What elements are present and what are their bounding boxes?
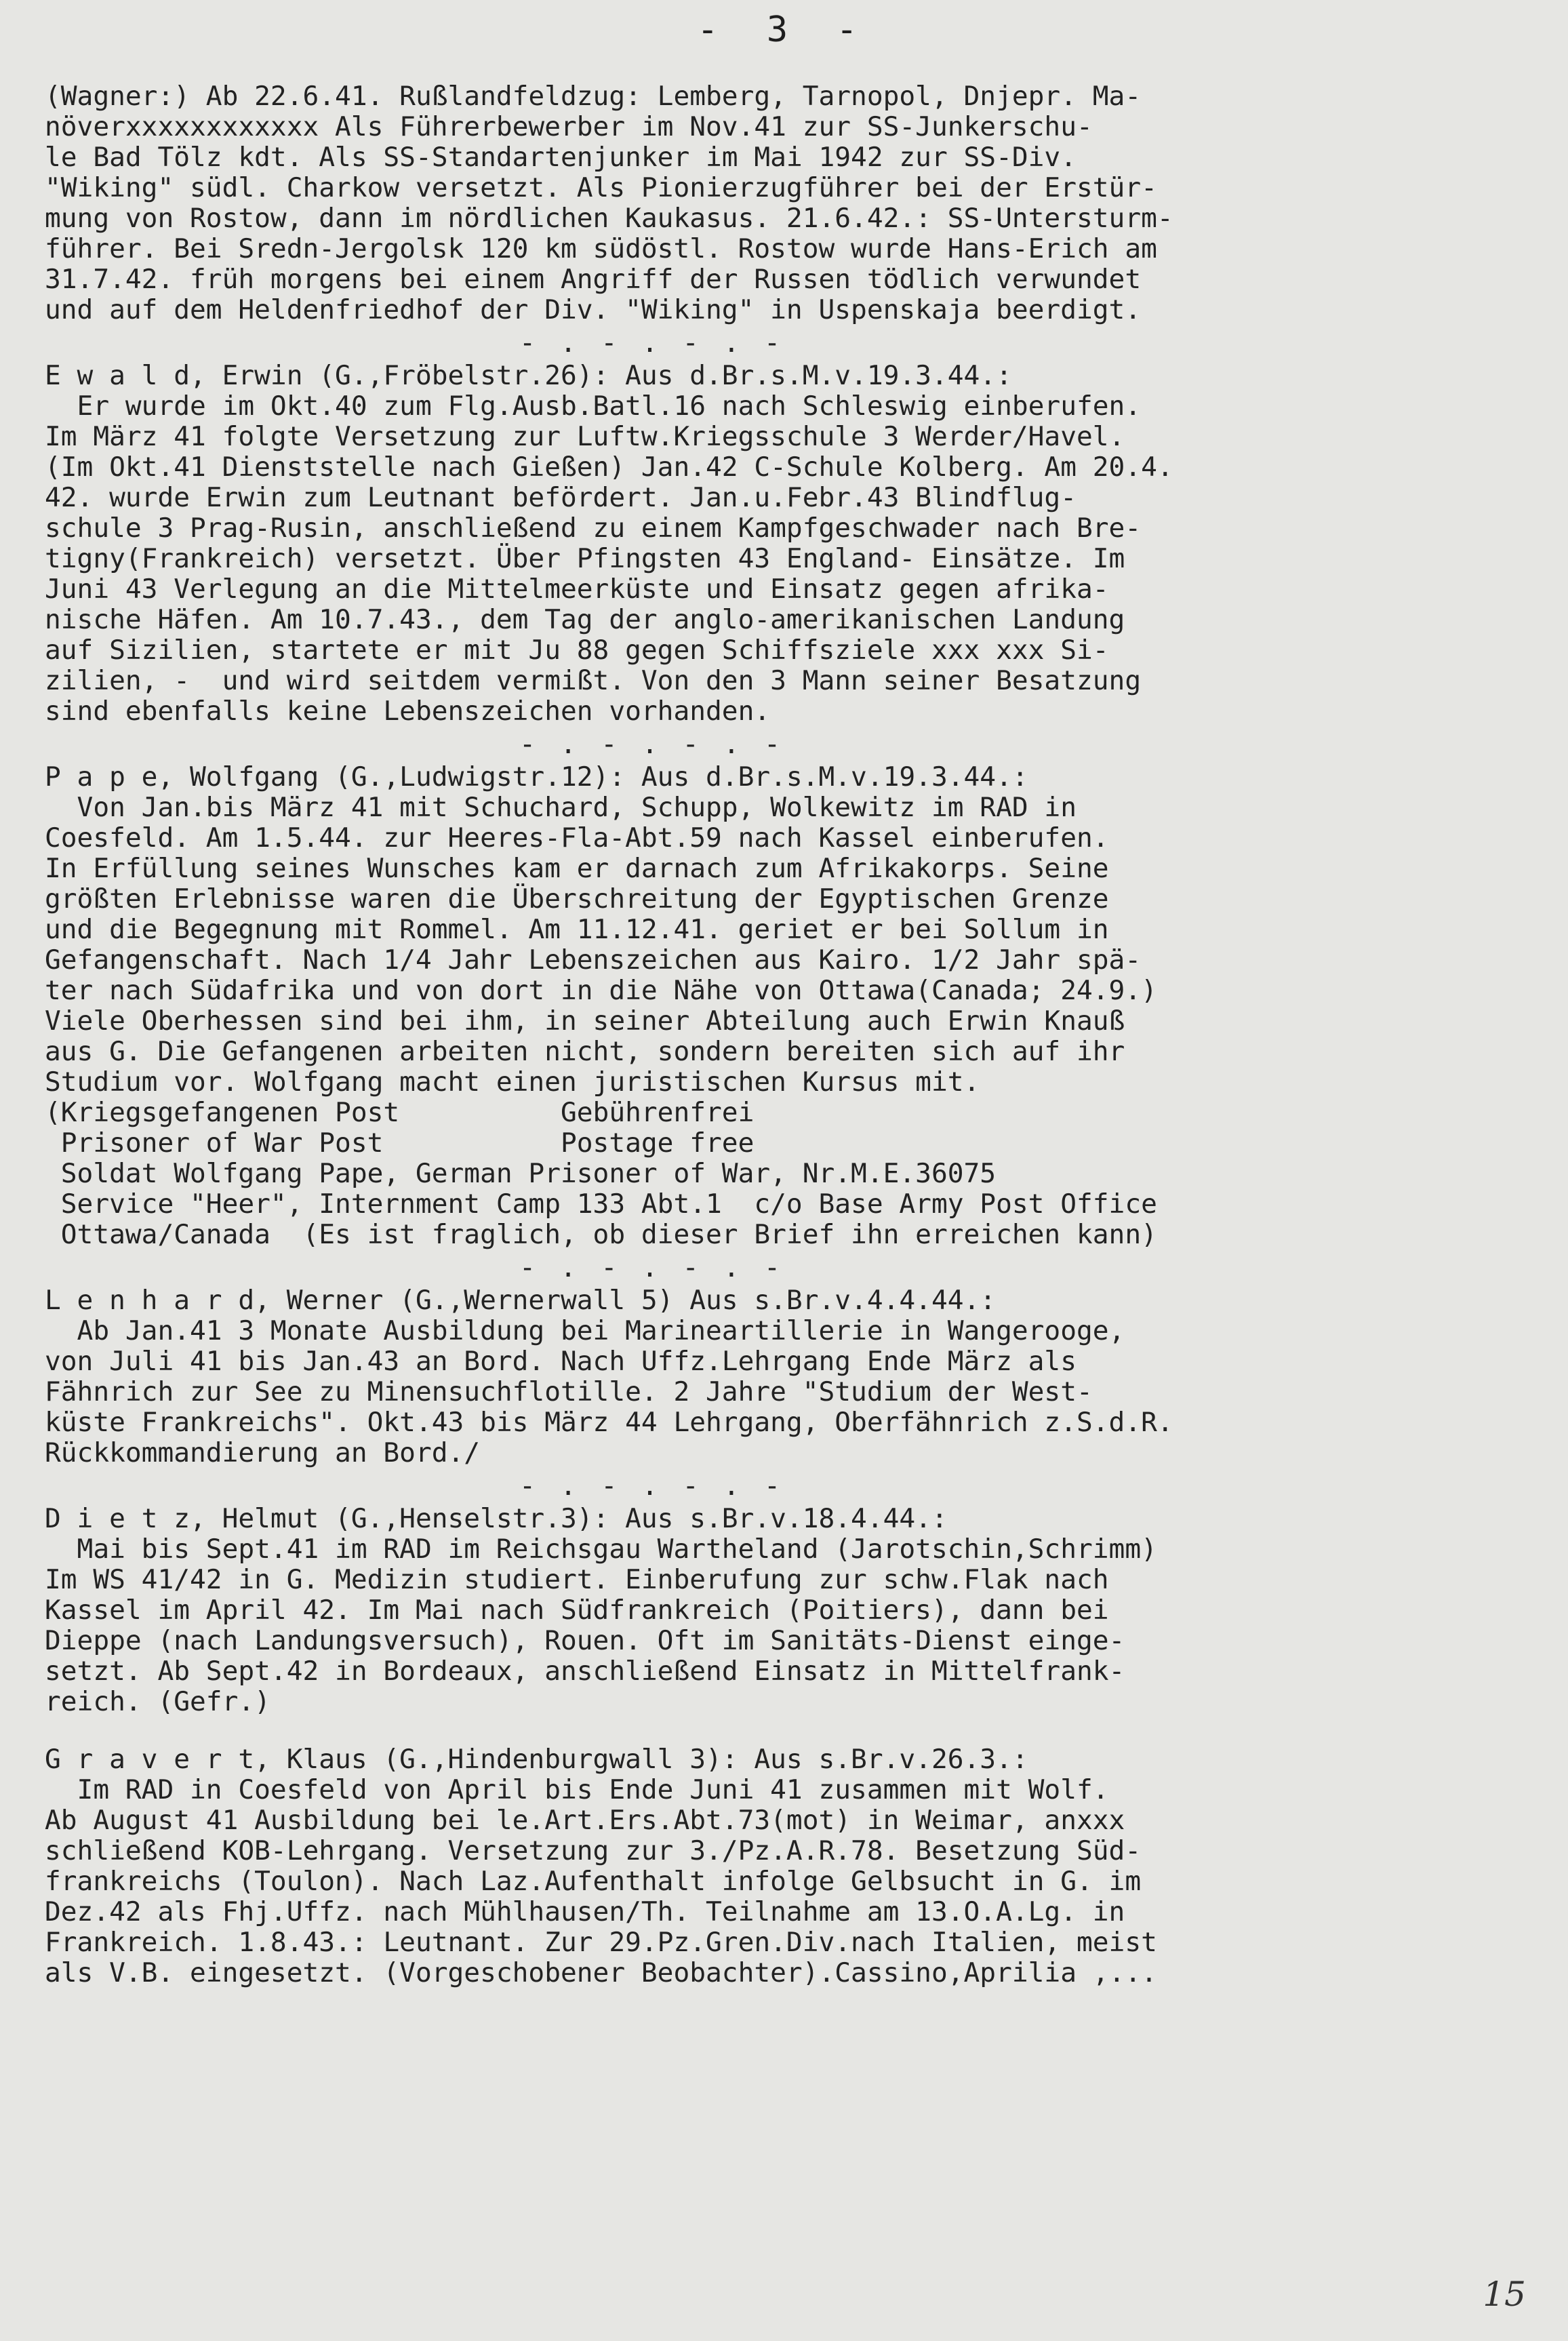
text-line: 42. wurde Erwin zum Leutnant befördert. Jan.u.Febr.43 Blindflug- [45, 482, 1077, 513]
section-separator: - . - . - . - [519, 1470, 785, 1502]
section-gap [45, 1717, 1529, 1744]
text-line: Viele Oberhessen sind bei ihm, in seiner Abteilung auch Erwin Knauß [45, 1005, 1125, 1037]
text-line: 31.7.42. früh morgens bei einem Angriff der Russen tödlich verwundet [45, 264, 1142, 295]
text-line: frankreichs (Toulon). Nach Laz.Aufenthalt infolge Gelbsucht in G. im [45, 1866, 1142, 1897]
text-line: In Erfüllung seines Wunsches kam er darnach zum Afrikakorps. Seine [45, 853, 1109, 884]
text-line: führer. Bei Sredn-Jergolsk 120 km südöstl. Rostow wurde Hans-Erich am [45, 233, 1157, 264]
text-line: Ab Jan.41 3 Monate Ausbildung bei Marineartillerie in Wangerooge, [45, 1315, 1125, 1346]
text-line: küste Frankreichs". Okt.43 bis März 44 Lehrgang, Oberfähnrich z.S.d.R. [45, 1407, 1173, 1438]
entry-line: G r a v e r t, Klaus (G.,Hindenburgwall 3): Aus s.Br.v.26.3.: [45, 1744, 1028, 1775]
text-line: (Kriegsgefangenen Post Gebührenfrei [45, 1097, 755, 1128]
text-line: Coesfeld. Am 1.5.44. zur Heeres-Fla-Abt.59 nach Kassel einberufen. [45, 822, 1109, 854]
text-line: von Juli 41 bis Jan.43 an Bord. Nach Uffz.Lehrgang Ende März als [45, 1346, 1077, 1377]
text-line: Mai bis Sept.41 im RAD im Reichsgau Wartheland (Jarotschin,Schrimm) [45, 1534, 1157, 1565]
text-line: als V.B. eingesetzt. (Vorgeschobener Beobachter).Cassino,Aprilia ,... [45, 1957, 1157, 1988]
text-line: Service "Heer", Internment Camp 133 Abt.1 c/o Base Army Post Office [45, 1188, 1157, 1220]
text-line: Prisoner of War Post Postage free [45, 1127, 755, 1159]
section-separator: - . - . - . - [519, 327, 785, 359]
entry-block [45, 762, 1529, 1250]
text-line: Frankreich. 1.8.43.: Leutnant. Zur 29.Pz.Gren.Div.nach Italien, meist [45, 1927, 1157, 1958]
text-line: setzt. Ab Sept.42 in Bordeaux, anschließend Einsatz in Mittelfrank- [45, 1656, 1125, 1687]
page-number: - 3 - [697, 9, 871, 50]
text-line: Er wurde im Okt.40 zum Flg.Ausb.Batl.16 nach Schleswig einberufen. [45, 391, 1142, 422]
section-separator: - . - . - . - [519, 1252, 785, 1283]
text-line: sind ebenfalls keine Lebenszeichen vorhanden. [45, 696, 771, 727]
text-line: Fähnrich zur See zu Minensuchflotille. 2 Jahre "Studium der West- [45, 1376, 1093, 1407]
text-line: schließend KOB-Lehrgang. Versetzung zur 3./Pz.A.R.78. Besetzung Süd- [45, 1835, 1142, 1866]
text-line: mung von Rostow, dann im nördlichen Kaukasus. 21.6.42.: SS-Untersturm- [45, 203, 1173, 234]
entry-line: D i e t z, Helmut (G.,Henselstr.3): Aus s.Br.v.18.4.44.: [45, 1503, 948, 1534]
text-line: Im WS 41/42 in G. Medizin studiert. Einberufung zur schw.Flak nach [45, 1564, 1109, 1595]
text-line: aus G. Die Gefangenen arbeiten nicht, sondern bereiten sich auf ihr [45, 1036, 1125, 1067]
entry-block [45, 1504, 1529, 1717]
entry-line: P a p e, Wolfgang (G.,Ludwigstr.12): Aus d.Br.s.M.v.19.3.44.: [45, 761, 1028, 793]
entry-block [45, 1744, 1529, 1988]
text-line: növerxxxxxxxxxxxx Als Führerbewerber im Nov.41 zur SS-Junkerschu- [45, 111, 1093, 142]
entry-block [45, 81, 1529, 325]
text-line: Im März 41 folgte Versetzung zur Luftw.Kriegsschule 3 Werder/Havel. [45, 421, 1125, 452]
entry-line: E w a l d, Erwin (G.,Fröbelstr.26): Aus d.Br.s.M.v.19.3.44.: [45, 360, 1012, 391]
text-line: Dez.42 als Fhj.Uffz. nach Mühlhausen/Th. Teilnahme am 13.O.A.Lg. in [45, 1896, 1125, 1927]
text-line: schule 3 Prag-Rusin, anschließend zu einem Kampfgeschwader nach Bre- [45, 513, 1142, 544]
entry-line: (Wagner:) Ab 22.6.41. Rußlandfeldzug: Lemberg, Tarnopol, Dnjepr. Ma- [45, 81, 1142, 112]
text-line: und die Begegnung mit Rommel. Am 11.12.41. geriet er bei Sollum in [45, 914, 1109, 945]
text-line: Soldat Wolfgang Pape, German Prisoner of War, Nr.M.E.36075 [45, 1158, 997, 1189]
text-line: reich. (Gefr.) [45, 1686, 270, 1717]
text-line: Kassel im April 42. Im Mai nach Südfrankreich (Poitiers), dann bei [45, 1595, 1109, 1626]
section-separator: - . - . - . - [519, 729, 785, 760]
text-line: Im RAD in Coesfeld von April bis Ende Juni 41 zusammen mit Wolf. [45, 1774, 1109, 1805]
text-line: Dieppe (nach Landungsversuch), Rouen. Oft im Sanitäts-Dienst einge- [45, 1625, 1125, 1656]
document-body [45, 81, 1529, 1988]
text-line: Von Jan.bis März 41 mit Schuchard, Schupp, Wolkewitz im RAD in [45, 792, 1077, 823]
text-line: Juni 43 Verlegung an die Mittelmeerküste und Einsatz gegen afrika- [45, 574, 1109, 605]
text-line: "Wiking" südl. Charkow versetzt. Als Pionierzugführer bei der Erstür- [45, 172, 1157, 203]
text-line: Gefangenschaft. Nach 1/4 Jahr Lebenszeichen aus Kairo. 1/2 Jahr spä- [45, 944, 1142, 976]
text-line: nische Häfen. Am 10.7.43., dem Tag der anglo-amerikanischen Landung [45, 604, 1125, 635]
text-line: auf Sizilien, startete er mit Ju 88 gegen Schiffsziele xxx xxx Si- [45, 635, 1109, 666]
text-line: zilien, - und wird seitdem vermißt. Von den 3 Mann seiner Besatzung [45, 665, 1142, 696]
handwritten-page-note: 15 [1483, 2275, 1526, 2314]
entry-line: L e n h a r d, Werner (G.,Wernerwall 5) Aus s.Br.v.4.4.44.: [45, 1285, 997, 1316]
text-line: ter nach Südafrika und von dort in die Nähe von Ottawa(Canada; 24.9.) [45, 975, 1157, 1006]
text-line: Studium vor. Wolfgang macht einen juristischen Kursus mit. [45, 1066, 980, 1098]
text-line: und auf dem Heldenfriedhof der Div. "Wiking" in Uspenskaja beerdigt. [45, 294, 1142, 325]
text-line: Rückkommandierung an Bord./ [45, 1437, 481, 1468]
text-line: Ab August 41 Ausbildung bei le.Art.Ers.Abt.73(mot) in Weimar, anxxx [45, 1805, 1125, 1836]
text-line: le Bad Tölz kdt. Als SS-Standartenjunker im Mai 1942 zur SS-Div. [45, 142, 1077, 173]
text-line: (Im Okt.41 Dienststelle nach Gießen) Jan.42 C-Schule Kolberg. Am 20.4. [45, 452, 1173, 483]
text-line: Ottawa/Canada (Es ist fraglich, ob dieser Brief ihn erreichen kann) [45, 1219, 1157, 1250]
text-line: größten Erlebnisse waren die Überschreitung der Egyptischen Grenze [45, 883, 1109, 915]
entry-block [45, 1285, 1529, 1468]
entry-block [45, 361, 1529, 727]
text-line: tigny(Frankreich) versetzt. Über Pfingsten 43 England- Einsätze. Im [45, 543, 1125, 574]
